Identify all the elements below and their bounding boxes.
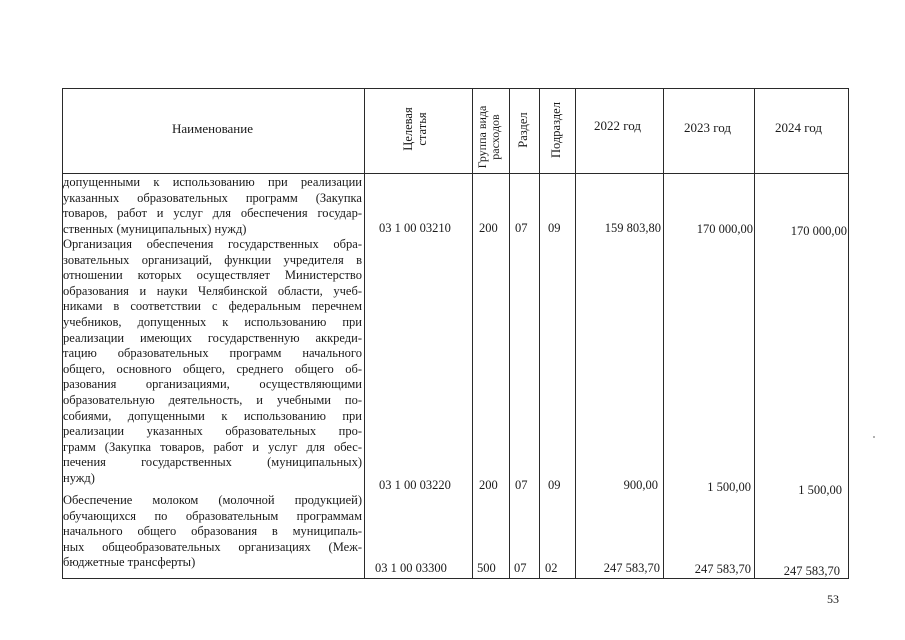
row-3-2022: 247 583,70 — [603, 561, 660, 575]
header-expense-group-text: Группа вида расходов — [475, 105, 502, 169]
row-2-line: нужд) — [63, 470, 95, 485]
row-1-line: допущенными к использованию при реализации — [63, 175, 362, 189]
table-bottom-border — [62, 578, 849, 579]
col-border-subsection — [575, 88, 576, 579]
row-2-description — [63, 237, 362, 487]
row-1-line: указанных образовательных программ (Закупка — [63, 190, 362, 205]
row-1-group: 200 — [479, 221, 498, 235]
header-target-article-text: Целевая статья — [401, 107, 429, 151]
row-2-line: учебников, допущенных к использованию при — [63, 314, 362, 329]
row-3-line: ных общеобразовательных организациях (Меж- — [63, 539, 362, 554]
row-2-2022: 900,00 — [623, 478, 658, 492]
row-2-line: никами в соответствии с федеральным перечнем — [63, 299, 362, 314]
row-2-line: реализации имеющих государственную аккреди- — [63, 330, 362, 345]
col-border-section — [539, 88, 540, 579]
header-2023: 2023 год — [684, 120, 731, 135]
col-border-2022 — [663, 88, 664, 579]
row-2-line: зовательных организаций, функции учредителя в — [63, 252, 362, 267]
row-3-description — [63, 493, 362, 571]
row-2-line: грамм (Закупка товаров, работ и услуг для обес- — [63, 439, 362, 454]
row-1-section: 07 — [515, 221, 528, 235]
header-subsection — [549, 95, 565, 165]
row-1-2022: 159 803,80 — [604, 221, 661, 235]
col-border-right — [848, 88, 849, 579]
row-2-line: собиями, допущенными к использованию при — [63, 408, 362, 423]
col-border-article — [472, 88, 473, 579]
row-3-group: 500 — [477, 561, 496, 575]
row-2-line: образовательную деятельность, и учебными по- — [63, 392, 362, 407]
header-expense-group — [476, 95, 506, 179]
row-2-2024: 1 500,00 — [798, 483, 842, 497]
table-top-border — [62, 88, 849, 89]
row-2-line: разования организациями, осуществляющими — [63, 377, 362, 392]
row-3-2024: 247 583,70 — [783, 564, 840, 578]
header-section — [516, 95, 532, 165]
row-1-line: ственных (муниципальных) нужд) — [63, 221, 247, 236]
row-1-2024: 170 000,00 — [790, 224, 847, 238]
col-border-group — [509, 88, 510, 579]
row-3-line: Обеспечение молоком (молочной продукцией) — [63, 493, 362, 507]
row-3-section: 07 — [514, 561, 527, 575]
row-2-line: реализации указанных образовательных про- — [63, 424, 362, 439]
row-2-line: отношении которых осуществляет Министерство — [63, 268, 362, 283]
row-3-subsection: 02 — [545, 561, 558, 575]
row-2-subsection: 09 — [548, 478, 561, 492]
header-bottom-border — [62, 173, 849, 174]
header-name: Наименование — [172, 121, 253, 136]
row-1-description — [63, 175, 362, 237]
header-2024: 2024 год — [775, 120, 822, 135]
row-3-2023: 247 583,70 — [694, 562, 751, 576]
row-2-2023: 1 500,00 — [707, 480, 751, 494]
row-2-line: тацию образовательных программ начального — [63, 346, 362, 361]
scan-speck — [873, 436, 875, 438]
header-target-article — [401, 84, 435, 174]
row-2-line: образования и науки Челябинской области, учеб- — [63, 283, 362, 298]
col-border-2023 — [754, 88, 755, 579]
page-number: 53 — [827, 592, 839, 606]
row-2-section: 07 — [515, 478, 528, 492]
row-2-group: 200 — [479, 478, 498, 492]
row-1-2023: 170 000,00 — [696, 222, 753, 236]
row-1-subsection: 09 — [548, 221, 561, 235]
row-3-article: 03 1 00 03300 — [375, 561, 447, 575]
row-2-article: 03 1 00 03220 — [379, 478, 451, 492]
row-1-article: 03 1 00 03210 — [379, 221, 451, 235]
row-3-line: обучающихся по образовательным программам — [63, 508, 362, 523]
row-3-line: начального общего образования в муниципаль- — [63, 524, 362, 539]
row-2-line: Организация обеспечения государственных обра- — [63, 237, 362, 251]
header-subsection-text: Подраздел — [549, 102, 563, 158]
row-2-line: печения государственных (муниципальных) — [63, 455, 362, 470]
header-section-text: Раздел — [516, 112, 530, 148]
header-2022: 2022 год — [594, 118, 641, 133]
col-border-name — [364, 88, 365, 579]
row-3-line: бюджетные трансферты) — [63, 555, 196, 570]
row-2-line: общего, основного общего, среднего общего об- — [63, 361, 362, 376]
row-1-line: товаров, работ и услуг для обеспечения государ- — [63, 206, 362, 221]
